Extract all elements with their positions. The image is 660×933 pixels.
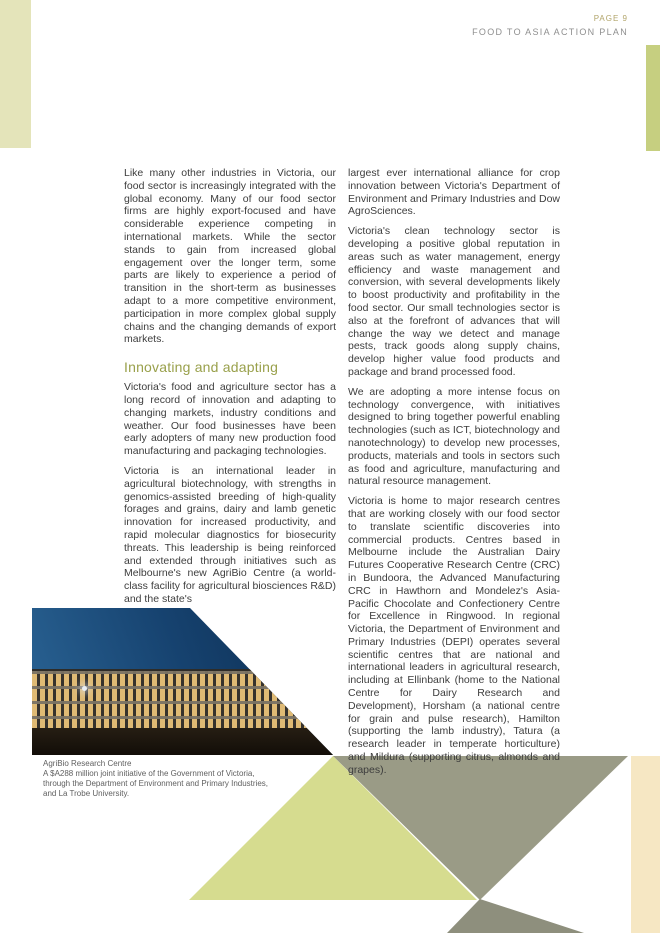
left-column — [124, 167, 336, 613]
left-margin-accent-bar — [0, 0, 31, 148]
paragraph-research-centres: Victoria is home to major research centres that are working closely with our food sector to translate scientific discoveries into commercial products. Centres based in Melbourne include the Australian Dairy Futures Cooperative Research Centre (CRC) in Bundoora, the Advanced Manufacturing CRC in Hawthorn and Mondelez's Asia-Pacific Chocolate and Confectionery Centre for Excellence in Ringwood. In regional Victoria, the Department of Environment and Primary Industries (DEPI) operates several scientific centres that are national and international leaders in agricultural research, including at Ellinbank (home to the National Centre for Dairy Research and Development), Horsham (a national centre for grain and pulse research), Hamilton (supporting the lamb industry), Tatura (a research leader in temperate horticulture) and Mildura (supporting citrus, almonds and grapes). — [348, 495, 560, 776]
bottom-grey-triangle — [447, 899, 584, 933]
page-number: PAGE 9 — [593, 14, 628, 23]
paragraph-innovation-record: Victoria's food and agriculture sector has a long record of innovation and adapting to changing markets, industry conditions and weather. Our food businesses have been early adopters of many new production food manufacturing and packaging technologies. — [124, 381, 336, 458]
paragraph-global-economy: Like many other industries in Victoria, our food sector is increasingly integrated with the global economy. Many of our food sector firms are highly export-focused and have considerable experience competing in international markets. While the sector stands to gain from increased global engagement over the longer term, some parts are likely to experience a period of transition in the short-term as businesses adapt to a more competitive environment, participation in more complex global supply chains and the changing demands of export markets. — [124, 167, 336, 346]
right-column — [348, 167, 560, 784]
caption-line: AgriBio Research Centre — [43, 759, 132, 768]
bottom-right-accent-bar — [631, 756, 660, 933]
agribio-building-photo — [32, 608, 333, 755]
paragraph-agricultural-biotechnology: Victoria is an international leader in agricultural biotechnology, with strengths in genomics-assisted breeding of high-quality forages and grains, dairy and lamb genetic innovation for increased productivity, and rapid molecular diagnostics for biosecurity threats. This leadership is being reinforced and extended through initiatives such as Melbourne's new AgriBio Centre (a world-class facility for agricultural biosciences R&D) and the state's — [124, 464, 336, 605]
paragraph-clean-technology: Victoria's clean technology sector is developing a positive global reputation in areas such as water management, energy efficiency and waste management and conversion, with several developments likely to boost productivity and profitability in the food sector. Our small technologies sector is also at the forefront of advances that will change the way we detect and manage pests, track goods along supply chains, develop higher value food products and package and brand processed food. — [348, 225, 560, 378]
caption-line: A $A288 million joint initiative of the Government of Victoria, — [43, 769, 255, 778]
caption-line: and La Trobe University. — [43, 789, 130, 798]
photo-streetlight — [82, 686, 87, 691]
photo-building-windows — [32, 669, 333, 730]
section-heading-innovating: Innovating and adapting — [124, 359, 279, 376]
document-title: FOOD TO ASIA ACTION PLAN — [472, 27, 628, 37]
top-right-accent-bar — [646, 45, 660, 151]
photo-ground — [32, 728, 333, 755]
photo-caption — [43, 759, 268, 799]
paragraph-technology-convergence: We are adopting a more intense focus on technology convergence, with initiatives designed to bring together powerful enabling technologies (such as ICT, biotechnology and nanotechnology) to develop new processes, products, materials and tools in sectors such as food and agriculture, manufacturing and natural resource management. — [348, 385, 560, 488]
caption-line: through the Department of Environment and Primary Industries, — [43, 779, 268, 788]
paragraph-crop-alliance: largest ever international alliance for crop innovation between Victoria's Department of Environment and Primary Industries and Dow AgroSciences. — [348, 167, 560, 218]
page-header — [472, 14, 628, 37]
